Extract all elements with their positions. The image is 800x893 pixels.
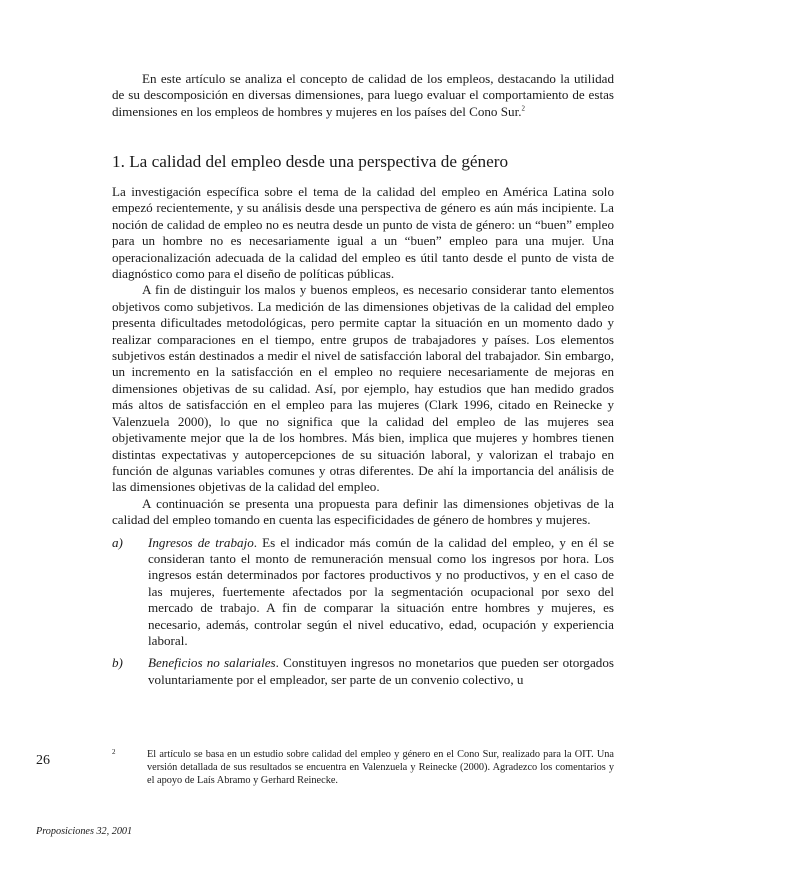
intro-text: En este artículo se analiza el concepto de calidad de los empleos, destacando la utilidad de su descomposición en diversas dimensiones, para luego evaluar el comportamiento de estas dimensiones en los empleos de hombres y mujeres en los países del Cono Sur. [112,71,614,119]
footnote-text: El artículo se basa en un estudio sobre calidad del empleo y género en el Cono Sur, realizado para la OIT. Una versión detallada de sus resultados se encuentra en Valenzuela y Reinecke (2000). Agradezco los comentarios y el apoyo de Laís Abramo y Gerhard Reinecke. [147,749,614,787]
list-text: . Es el indicador más común de la calidad del empleo, y en él se consideran tanto el monto de remuneración mensual como los ingresos por hora. Los ingresos están determinados por factores productivos y no productivos, y en el caso de las mujeres, fuertemente afectados por la segmentación ocupacional por sexo del mercado de trabajo. A fin de comparar la situación entre hombres y mujeres, es necesario, además, controlar según el nivel educativo, edad, ocupación y experiencia laboral. [148,534,615,648]
section-heading: 1. La calidad del empleo desde una perspectiva de género [112,152,509,171]
paragraph-3: A continuación se presenta una propuesta para definir las dimensiones objetivas de la calidad del empleo tomando en cuenta las especificidades de género de hombres y mujeres. [112,495,614,528]
page-number: 26 [36,753,50,768]
list-term: Ingresos de trabajo [148,534,254,550]
paragraph-2: A fin de distinguir los malos y buenos empleos, es necesario considerar tanto elementos objetivos como subjetivos. La medición de las dimensiones objetivas de la calidad del empleo presenta dificultades metodológicas, pero permite captar la situación en un momento dado y realizar comparaciones en el tiempo, entre grupos de trabajadores y países. Los elementos subjetivos están destinados a medir el nivel de satisfacción laboral del trabajador. Sin embargo, un incremento en la satisfacción en el empleo no requiere necesariamente de mejoras en dimensiones objetivas de su calidad. Así, por ejemplo, hay estudios que han medido grados más altos de satisfacción en el empleo para las mujeres (Clark 1996, citado en Reinecke y Valenzuela 2000), lo que no significa que la calidad del empleo de las mujeres sea objetivamente mejor que la de los hombres. Más bien, implica que mujeres y hombres tienen distintas expectativas y autopercepciones de su situación laboral, y valorizan el trabajo en función de algunas variables comunes y otras diferentes. De ahí la importancia del análisis de las dimensiones objetivas de la calidad del empleo. [112,282,614,495]
list-item-a [112,535,614,650]
list-term: Beneficios no salariales [148,655,276,671]
list-marker: a) [112,534,123,550]
section-body [112,184,614,688]
intro-paragraph [112,71,614,120]
footnote [112,748,614,788]
footnote-reference: 2 [521,104,525,113]
list-text: . Constituyen ingresos no monetarios que pueden ser otorgados voluntariamente por el empleador, ser parte de un convenio colectivo, u [148,655,614,687]
journal-footer: Proposiciones 32, 2001 [36,826,133,837]
list-marker: b) [112,655,123,671]
list-item-b [112,655,614,688]
paragraph-1: La investigación específica sobre el tema de la calidad del empleo en América Latina solo empezó recientemente, y su análisis desde una perspectiva de género es aún más incipiente. La noción de calidad de empleo no es neutra desde un punto de vista de género: un “buen” empleo para un hombre no es necesariamente igual a un “buen” empleo para una mujer. Una operacionalización adecuada de la calidad del empleo es útil tanto desde el punto de vista de diagnóstico como para el diseño de políticas públicas. [112,184,614,282]
footnote-marker: 2 [112,748,116,756]
